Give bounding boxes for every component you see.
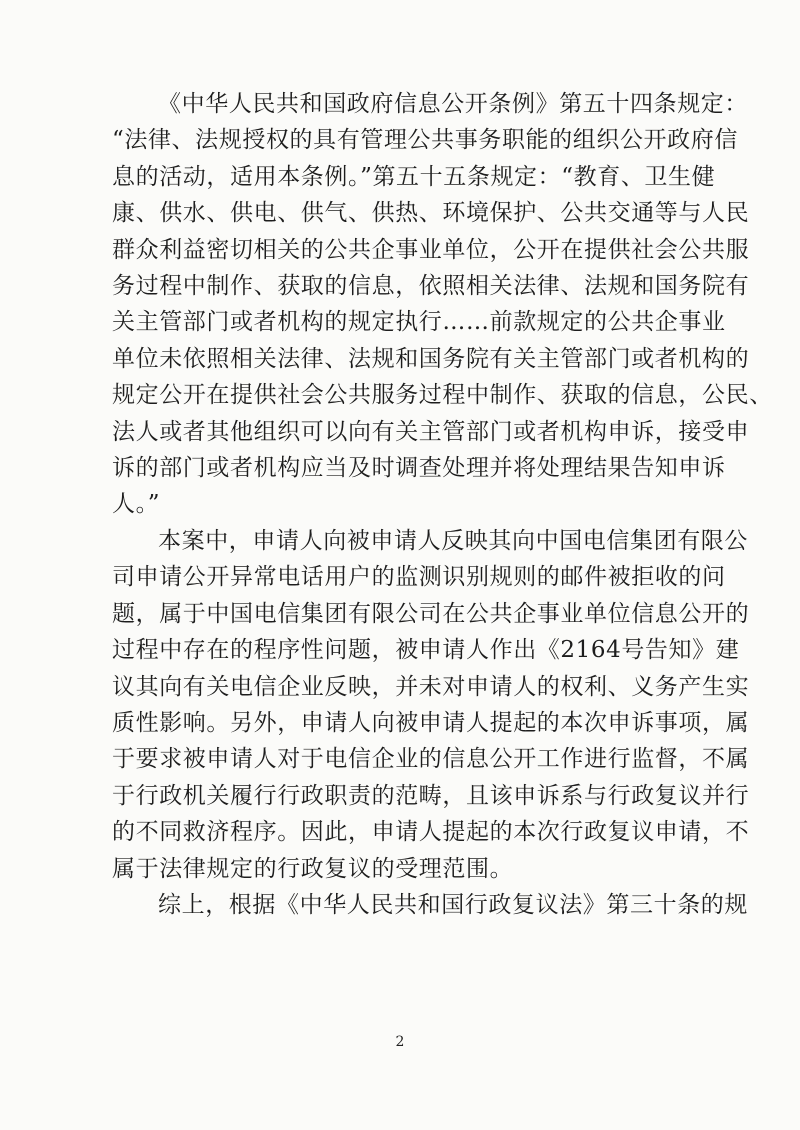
text-line: 司申请公开异常电话用户的监测识别规则的邮件被拒收的问 — [112, 564, 726, 591]
text-line: 的不同救济程序。因此，申请人提起的本次行政复议申请，不 — [112, 819, 750, 846]
text-line: 于要求被申请人对于电信企业的信息公开工作进行监督，不属 — [112, 746, 750, 773]
text-line: 息的活动，适用本条例。”第五十五条规定：“教育、卫生健 — [112, 163, 716, 190]
page-number: 2 — [395, 1034, 405, 1050]
text-line: 单位未依照相关法律、法规和国务院有关主管部门或者机构的 — [112, 345, 750, 372]
text-line: 题，属于中国电信集团有限公司在公共企事业单位信息公开的 — [112, 600, 750, 627]
text-line: 人。” — [112, 491, 161, 518]
text-line: 务过程中制作、获取的信息，依照相关法律、法规和国务院有 — [112, 273, 750, 300]
paragraph-case-analysis — [112, 523, 750, 887]
text-line: 《中华人民共和国政府信息公开条例》第五十四条规定： — [158, 91, 748, 117]
text-line: 质性影响。另外，申请人向被申请人提起的本次申诉事项，属 — [112, 709, 750, 736]
document-body — [112, 86, 773, 923]
paragraph-conclusion — [112, 887, 748, 923]
text-line: 过程中存在的程序性问题，被申请人作出《2164号告知》建 — [112, 637, 740, 664]
text-line: 关主管部门或者机构的规定执行……前款规定的公共企事业 — [112, 309, 726, 336]
text-line: 属于法律规定的行政复议的受理范围。 — [112, 855, 514, 882]
text-line: 于行政机关履行行政职责的范畴，且该申诉系与行政复议并行 — [112, 782, 750, 809]
text-line: 本案中，申请人向被申请人反映其向中国电信集团有限公 — [158, 527, 748, 554]
text-line: 康、供水、供电、供气、供热、环境保护、公共交通等与人民 — [112, 200, 750, 227]
text-line: 诉的部门或者机构应当及时调查处理并将处理结果告知申诉 — [112, 455, 726, 482]
text-line: 法人或者其他组织可以向有关主管部门或者机构申诉，接受申 — [112, 418, 750, 445]
text-line: 议其向有关电信企业反映，并未对申请人的权利、义务产生实 — [112, 673, 750, 700]
text-line: “法律、法规授权的具有管理公共事务职能的组织公开政府信 — [112, 127, 738, 154]
text-line: 规定公开在提供社会公共服务过程中制作、获取的信息，公民、 — [112, 382, 773, 409]
text-line: 综上，根据《中华人民共和国行政复议法》第三十条的规 — [158, 891, 748, 918]
paragraph-regulation-citation — [112, 86, 773, 523]
text-line: 群众利益密切相关的公共企事业单位，公开在提供社会公共服 — [112, 236, 750, 263]
